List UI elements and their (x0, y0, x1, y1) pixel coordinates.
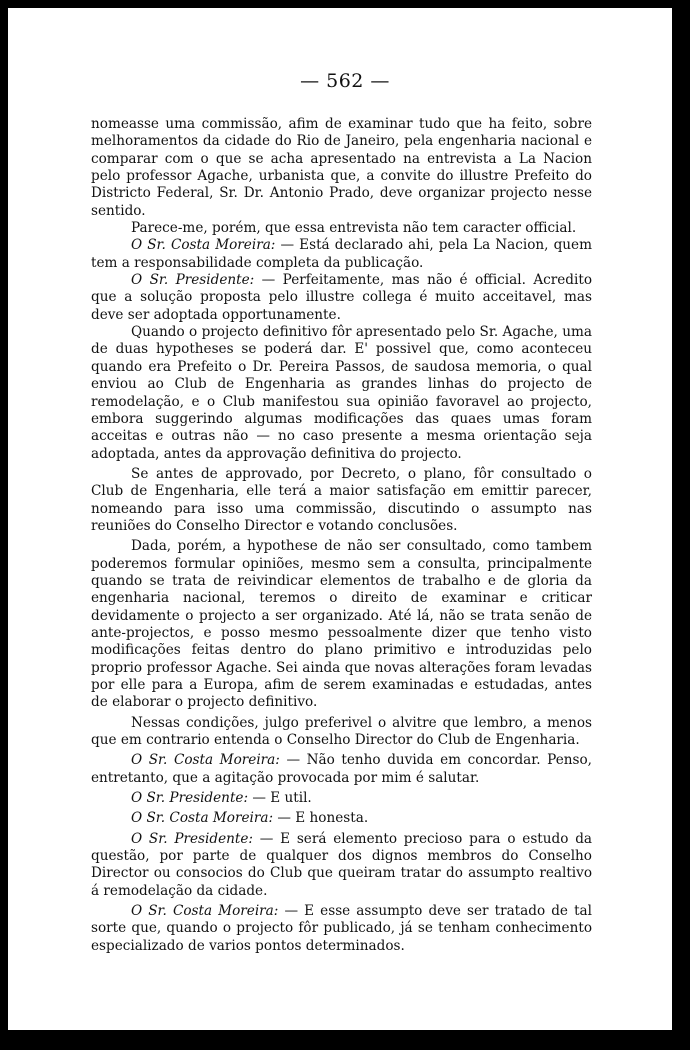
paragraph-4 (91, 272, 592, 324)
page-number: — 562 — (300, 70, 390, 92)
paragraph-13 (91, 903, 592, 955)
paragraph-8: Nessas condições, julgo preferivel o alvitre que lembro, a menos que em contrario entenda o Conselho Director do Club de Engenharia. (91, 714, 592, 749)
speaker-label: O Sr. Costa Moreira: (131, 752, 280, 769)
paragraph-5: Quando o projecto definitivo fôr apresentado pelo Sr. Agache, uma de duas hypotheses se poderá dar. E' possivel que, como aconteceu quando era Prefeito o Dr. Pereira Passos, de saudosa memoria, o qual enviou ao Club de Engenharia as grandes linhas do projecto de remodelação, e o Club manifestou sua opinião favoravel ao projecto, embora suggerindo algumas modificações das quaes umas foram acceitas e outras não — no caso presente a mesma orientação seja adoptada, antes da approvação definitiva do projecto. (91, 324, 592, 462)
speech-text: — E honesta. (277, 810, 369, 827)
paragraph-9 (91, 752, 592, 787)
paragraph-3 (91, 237, 592, 272)
speech-text: — Perfeitamente, mas não é official. Acredito que a solução proposta pelo illustre collega é muito acceitavel, mas deve ser adoptada opportunamente. (91, 272, 592, 323)
speaker-label: O Sr. Presidente: (131, 790, 249, 807)
paragraph-12 (91, 831, 592, 900)
paragraph-10 (91, 790, 592, 807)
paragraph-6: Se antes de approvado, por Decreto, o plano, fôr consultado o Club de Engenharia, elle terá a maior satisfação em emittir parecer, nomeando para isso uma commissão, discutindo o assumpto nas reuniões do Conselho Director e votando conclusões. (91, 465, 592, 534)
speech-text: — E esse assumpto deve ser tratado de tal sorte que, quando o projecto fôr publicado, já se tenham conhecimento especializado de varios pontos determinados. (91, 903, 592, 954)
speech-text: — Não tenho duvida em concordar. Penso, entretanto, que a agitação provocada por mim é salutar. (91, 752, 592, 786)
paragraph-11 (91, 810, 592, 827)
speech-text: — E util. (252, 790, 312, 807)
paragraph-1: nomeasse uma commissão, afim de examinar tudo que ha feito, sobre melhoramentos da cidade do Rio de Janeiro, pela engenharia nacional e comparar com o que se acha apresentado na entrevista a La Nacion pelo professor Agache, urbanista que, a convite do illustre Prefeito do Districto Federal, Sr. Dr. Antonio Prado, deve organizar projecto nesse sentido. (91, 116, 592, 219)
speaker-label: O Sr. Costa Moreira: (131, 810, 274, 827)
paragraph-7: Dada, porém, a hypothese de não ser consultado, como tambem poderemos formular opiniões, mesmo sem a consulta, principalmente quando se trata de reivindicar elementos de trabalho e de gloria da engenharia nacional, teremos o direito de examinar e criticar devidamente o projecto a ser organizado. Até lá, não se trata senão de ante-projectos, e posso mesmo pessoalmente dizer que tenho visto modificações feitas dentro do plano primitivo e introduzidas pelo proprio professor Agache. Sei ainda que novas alterações foram levadas por elle para a Europa, afim de serem examinadas e estudadas, antes de elaborar o projecto definitivo. (91, 538, 592, 711)
speaker-label: O Sr. Presidente: (131, 272, 255, 289)
paragraph-2: Parece-me, porém, que essa entrevista não tem caracter official. (131, 220, 577, 237)
speaker-label: O Sr. Costa Moreira: (131, 237, 276, 254)
text-column (91, 116, 592, 955)
speech-text: — Está declarado ahi, pela La Nacion, quem tem a responsabilidade completa da publicação. (91, 237, 592, 271)
speaker-label: O Sr. Presidente: (131, 830, 253, 847)
speech-text: — E será elemento precioso para o estudo da questão, por parte de qualquer dos dignos membros do Conselho Director ou consocios do Club que queiram tratar do assumpto realtivo á remodelação da cidade. (91, 830, 592, 899)
speaker-label: O Sr. Costa Moreira: (131, 903, 279, 920)
